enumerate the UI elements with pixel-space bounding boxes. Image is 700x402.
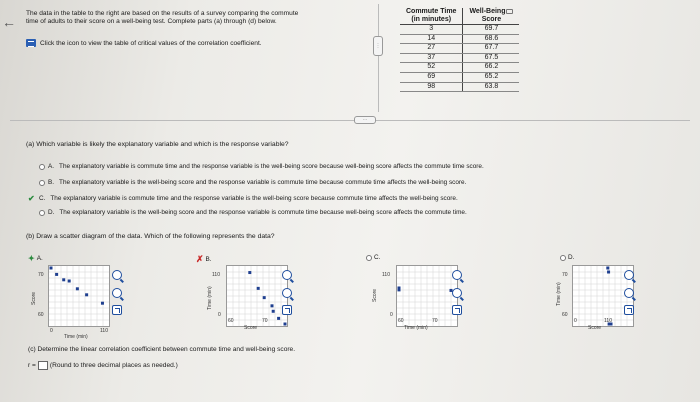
option-d-letter: D. xyxy=(48,209,55,216)
cell-score: 67.7 xyxy=(463,44,520,54)
zoom-out-icon[interactable] xyxy=(112,288,122,298)
table-row xyxy=(400,53,519,63)
scatter-plot-a xyxy=(48,265,110,327)
option-a-text: The explanatory variable is commute time and the response variable is the well-being score because well-being score affects the commute time score. xyxy=(59,163,484,170)
option-d-text: The explanatory variable is the well-being score and the response variable is commute time because well-being score affects the commute time. xyxy=(59,209,467,216)
scatter-point xyxy=(101,302,104,305)
problem-intro xyxy=(26,10,346,26)
choice-c-label[interactable] xyxy=(366,254,380,261)
horizontal-divider xyxy=(10,120,690,121)
option-a-letter: A. xyxy=(48,163,55,170)
option-a[interactable] xyxy=(28,163,484,170)
scatter-point xyxy=(248,271,251,274)
col2-header-line1: Well-Being xyxy=(469,8,506,15)
plot-a-xlabel: Time (min) xyxy=(64,334,88,340)
critical-values-link[interactable] xyxy=(26,39,262,47)
part-c-question: (c) Determine the linear correlation coefficient between commute time and well-being score. xyxy=(28,346,296,353)
scatter-plot-b xyxy=(226,265,288,327)
radio-choice-c[interactable] xyxy=(366,255,372,261)
cell-score: 69.7 xyxy=(463,25,520,35)
collapse-handle-horizontal[interactable]: ⋯ xyxy=(354,116,376,124)
data-table xyxy=(400,8,519,92)
intro-line-2: time of adults to their score on a well-being test. Complete parts (a) through (d) below. xyxy=(26,18,277,25)
plot-d-ylabel: Time (min) xyxy=(556,282,562,306)
scatter-svg-a xyxy=(49,266,109,326)
radio-d[interactable] xyxy=(39,210,45,216)
back-arrow-icon[interactable]: ← xyxy=(2,14,16,30)
scatter-point xyxy=(272,310,275,313)
scatter-svg-c xyxy=(397,266,457,326)
choice-b-letter: B. xyxy=(205,256,212,263)
expand-icon[interactable] xyxy=(624,305,634,315)
plot-b-xtick-hi: 70 xyxy=(262,318,268,324)
option-d[interactable] xyxy=(28,209,467,216)
cell-time: 37 xyxy=(400,53,463,63)
r-answer-line xyxy=(28,361,178,370)
col2-header-line2: Score xyxy=(481,16,502,23)
scatter-point xyxy=(76,287,79,290)
scatter-point xyxy=(55,273,58,276)
choice-d-label[interactable] xyxy=(560,254,574,261)
plot-a-xtick-lo: 0 xyxy=(50,328,53,334)
scatter-point xyxy=(85,293,88,296)
plot-c-xlabel: Time (min) xyxy=(404,325,428,331)
cell-score: 68.6 xyxy=(463,34,520,44)
plot-d-ytick-hi: 70 xyxy=(562,272,568,278)
scatter-point xyxy=(284,323,287,326)
option-c-text: The explanatory variable is commute time and the response variable is the well-being score because commute time affects the well-being score. xyxy=(50,195,458,202)
zoom-in-icon[interactable] xyxy=(282,270,292,280)
scatter-point xyxy=(607,271,610,274)
expand-icon[interactable] xyxy=(112,305,122,315)
plot-d-xtick-lo: 0 xyxy=(574,318,577,324)
option-c-letter: C. xyxy=(39,195,46,202)
x-incorrect-icon: ✗ xyxy=(196,254,204,264)
plot-b-ytick-hi: 110 xyxy=(212,272,220,278)
scatter-point xyxy=(606,267,609,270)
plot-c-xtick-hi: 70 xyxy=(432,318,438,324)
cell-time: 69 xyxy=(400,72,463,82)
scatter-point xyxy=(398,288,401,291)
plot-c-ytick-lo: 0 xyxy=(390,312,393,318)
scatter-svg-b xyxy=(227,266,287,326)
scatter-point xyxy=(277,317,280,320)
col-header-commute xyxy=(400,8,463,25)
cell-time: 14 xyxy=(400,34,463,44)
option-b-text: The explanatory variable is the well-being score and the response variable is commute time because commute time affects the well-being score. xyxy=(59,179,467,186)
choice-a-letter: A. xyxy=(36,255,43,262)
table-row xyxy=(400,63,519,73)
zoom-in-icon[interactable] xyxy=(624,270,634,280)
plot-c-xtick-lo: 60 xyxy=(398,318,404,324)
cell-time: 52 xyxy=(400,63,463,73)
option-b-letter: B. xyxy=(48,179,55,186)
scatter-plot-c xyxy=(396,265,458,327)
scatter-point xyxy=(263,296,266,299)
checkmark-icon: ✔ xyxy=(28,194,35,203)
collapse-handle-vertical[interactable]: ⋮ xyxy=(373,36,383,56)
zoom-in-icon[interactable] xyxy=(452,270,462,280)
plot-a-xtick-hi: 110 xyxy=(100,328,108,334)
plot-b-xlabel: Score xyxy=(244,325,258,331)
plot-b-ytick-lo: 0 xyxy=(218,312,221,318)
table-row xyxy=(400,82,519,92)
plot-a-ytick-hi: 70 xyxy=(38,272,44,278)
cell-score: 66.2 xyxy=(463,63,520,73)
table-icon[interactable] xyxy=(26,39,36,47)
col1-header-line1: Commute Time xyxy=(406,8,457,15)
plot-d-xlabel: Score xyxy=(588,325,602,331)
rounding-hint: (Round to three decimal places as needed.) xyxy=(49,362,178,369)
cell-time: 27 xyxy=(400,44,463,54)
scatter-point xyxy=(271,304,274,307)
scatter-point xyxy=(62,278,65,281)
table-row xyxy=(400,44,519,54)
table-row xyxy=(400,25,519,35)
scatter-point xyxy=(50,267,53,270)
zoom-in-icon[interactable] xyxy=(112,270,122,280)
plot-c-ytick-hi: 110 xyxy=(382,272,390,278)
table-row xyxy=(400,34,519,44)
choice-d-letter: D. xyxy=(568,254,575,261)
cell-score: 65.2 xyxy=(463,72,520,82)
col1-header-line2: (in minutes) xyxy=(411,16,452,23)
r-label: r = xyxy=(28,362,36,369)
plot-a-ytick-lo: 60 xyxy=(38,312,44,318)
plot-c-ylabel: Score xyxy=(372,288,378,302)
r-answer-input[interactable] xyxy=(38,361,48,370)
cell-time: 98 xyxy=(400,82,463,92)
plot-b-ylabel: Time (min) xyxy=(207,286,213,310)
plot-d-xtick-hi: 110 xyxy=(604,318,612,324)
scatter-point xyxy=(68,280,71,283)
radio-choice-d[interactable] xyxy=(560,255,566,261)
option-c[interactable] xyxy=(28,194,458,203)
cell-score: 67.5 xyxy=(463,53,520,63)
table-row xyxy=(400,72,519,82)
cell-time: 3 xyxy=(400,25,463,35)
option-b[interactable] xyxy=(28,179,466,186)
radio-b[interactable] xyxy=(39,180,45,186)
critical-values-text: Click the icon to view the table of critical values of the correlation coefficient. xyxy=(40,39,262,47)
choice-c-letter: C. xyxy=(374,254,381,261)
part-b-question: (b) Draw a scatter diagram of the data. Which of the following represents the data? xyxy=(26,233,275,240)
plot-d-ytick-lo: 60 xyxy=(562,312,568,318)
zoom-out-icon[interactable] xyxy=(282,288,292,298)
plot-b-xtick-lo: 60 xyxy=(228,318,234,324)
star-correct-icon: ✦ xyxy=(28,254,35,263)
copy-data-icon[interactable] xyxy=(506,9,513,14)
part-a-question: (a) Which variable is likely the explanatory variable and which is the response variable? xyxy=(26,141,289,148)
zoom-out-icon[interactable] xyxy=(452,288,462,298)
choice-a-label[interactable] xyxy=(28,254,43,263)
expand-icon[interactable] xyxy=(282,305,292,315)
vertical-divider xyxy=(378,4,379,112)
choice-b-label[interactable] xyxy=(196,254,212,265)
intro-line-1: The data in the table to the right are based on the results of a survey comparing the commute xyxy=(26,10,299,17)
zoom-out-icon[interactable] xyxy=(624,288,634,298)
radio-a[interactable] xyxy=(39,164,45,170)
scatter-point xyxy=(257,287,260,290)
plot-a-ylabel: Score xyxy=(31,291,37,305)
cell-score: 63.8 xyxy=(463,82,520,92)
expand-icon[interactable] xyxy=(452,305,462,315)
col-header-wellbeing xyxy=(463,8,520,25)
